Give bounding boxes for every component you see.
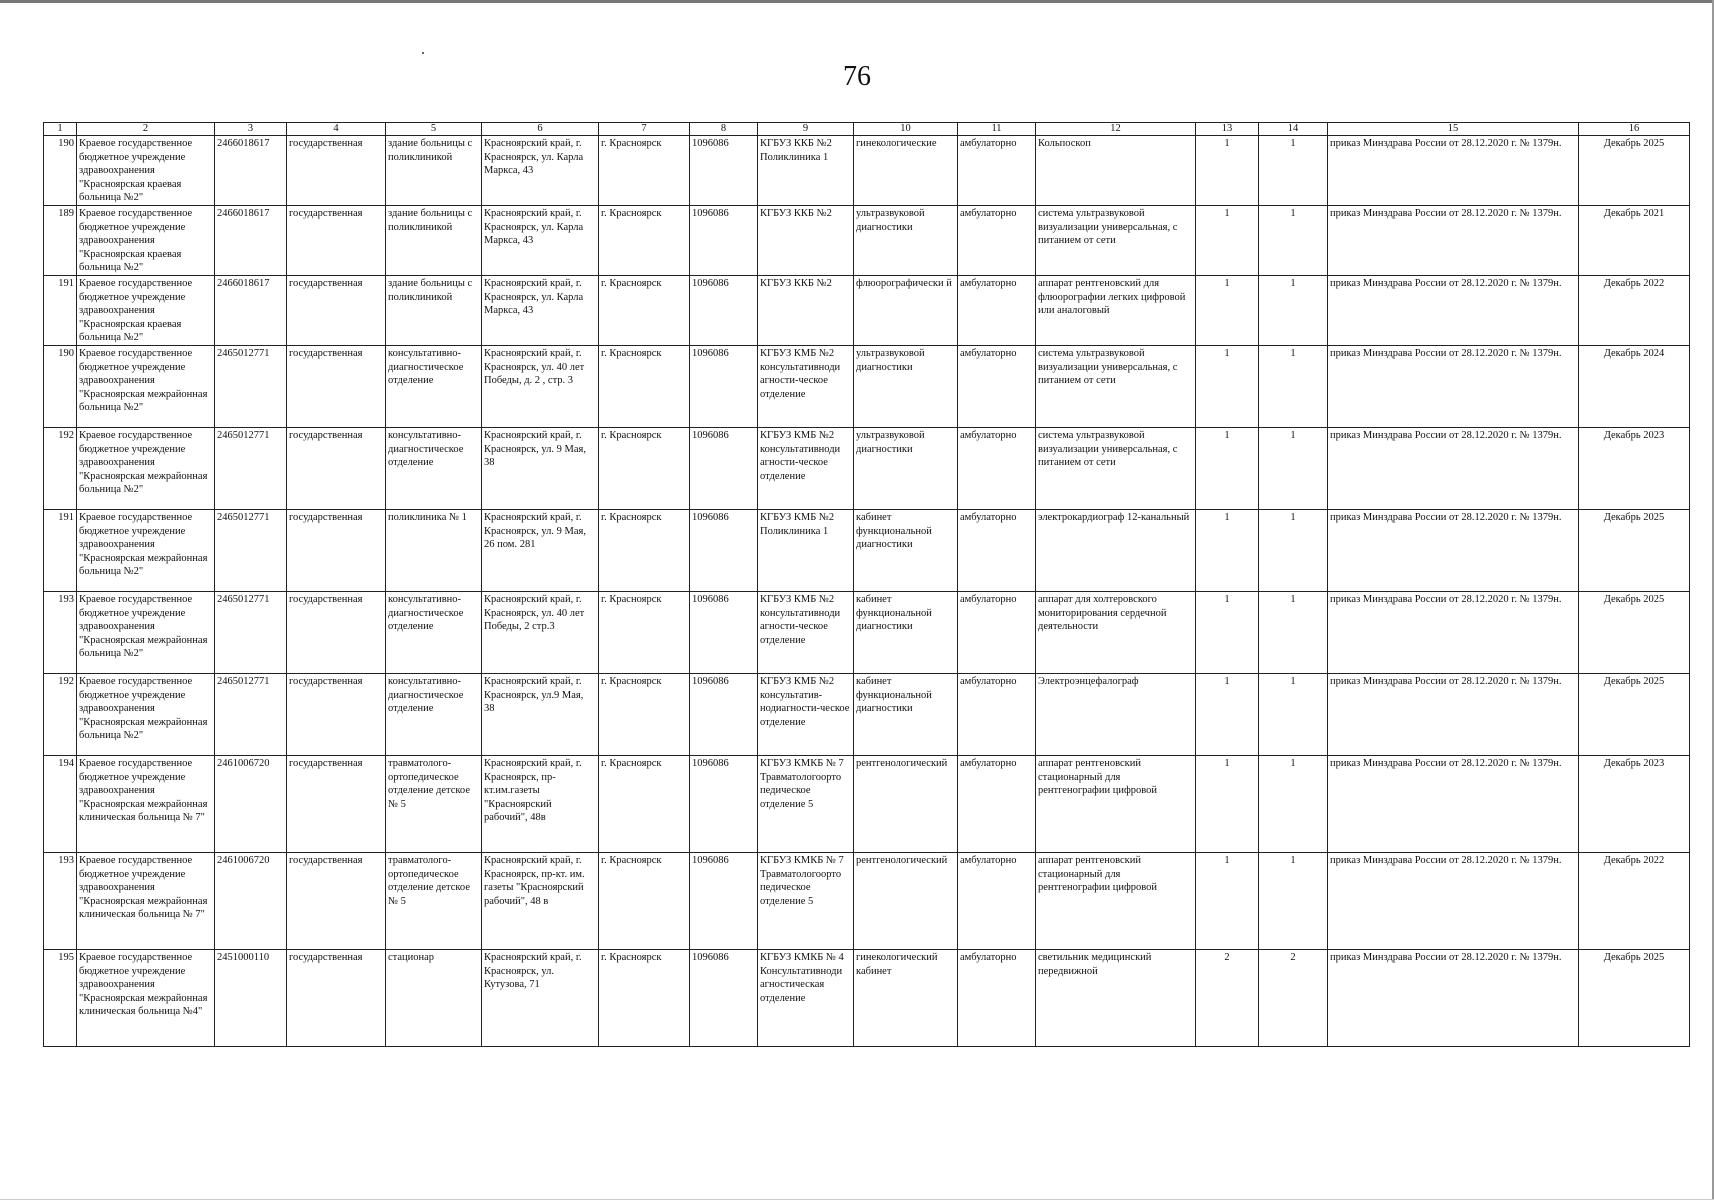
care-condition-cell: амбулаторно xyxy=(958,345,1036,427)
ownership-form-cell: государственная xyxy=(287,427,386,509)
ownership-form-cell: государственная xyxy=(287,136,386,206)
oktmo-code-cell: 1096086 xyxy=(690,205,758,275)
organization-name-cell: Краевое государственное бюджетное учреждение здравоохранения "Красноярская межрайонная больница №2" xyxy=(77,591,215,673)
organization-name-cell: Краевое государственное бюджетное учреждение здравоохранения "Красноярская краевая больница №2" xyxy=(77,136,215,206)
building-type-cell: консультативно-диагностическое отделение xyxy=(386,427,482,509)
building-type-cell: консультативно-диагностическое отделение xyxy=(386,673,482,755)
regulatory-order-cell: приказ Минздрава России от 28.12.2020 г. № 1379н. xyxy=(1328,755,1579,852)
building-type-cell: стационар xyxy=(386,949,482,1046)
care-condition-cell: амбулаторно xyxy=(958,509,1036,591)
care-condition-cell: амбулаторно xyxy=(958,755,1036,852)
equipment-name-cell: аппарат для холтеровского мониторирования сердечной деятельности xyxy=(1036,591,1196,673)
present-quantity-cell: 1 xyxy=(1259,509,1328,591)
inn-cell: 2466018617 xyxy=(215,275,287,345)
care-condition-cell: амбулаторно xyxy=(958,949,1036,1046)
address-cell: Красноярский край, г. Красноярск, ул.9 Мая, 38 xyxy=(482,673,599,755)
ownership-form-cell: государственная xyxy=(287,205,386,275)
required-quantity-cell: 1 xyxy=(1196,275,1259,345)
table-row xyxy=(44,205,1690,275)
replacement-date-cell: Декабрь 2025 xyxy=(1579,136,1690,206)
present-quantity-cell: 1 xyxy=(1259,755,1328,852)
inn-cell: 2465012771 xyxy=(215,345,287,427)
table-body xyxy=(44,123,1690,1047)
address-cell: Красноярский край, г. Красноярск, ул. Карла Маркса, 43 xyxy=(482,205,599,275)
city-cell: г. Красноярск xyxy=(599,509,690,591)
oktmo-code-cell: 1096086 xyxy=(690,852,758,949)
inn-cell: 2465012771 xyxy=(215,427,287,509)
building-type-cell: здание больницы с поликлиникой xyxy=(386,275,482,345)
regulatory-order-cell: приказ Минздрава России от 28.12.2020 г. № 1379н. xyxy=(1328,591,1579,673)
address-cell: Красноярский край, г. Красноярск, ул. 9 Мая, 26 пом. 281 xyxy=(482,509,599,591)
care-condition-cell: амбулаторно xyxy=(958,591,1036,673)
row-number-cell: 190 xyxy=(44,136,77,206)
department-cell: КГБУЗ КМКБ № 7 Травматологоорто педическое отделение 5 xyxy=(758,852,854,949)
address-cell: Красноярский край, г. Красноярск, пр-кт.им.газеты "Красноярский рабочий", 48в xyxy=(482,755,599,852)
present-quantity-cell: 1 xyxy=(1259,673,1328,755)
building-type-cell: травматолого-ортопедическое отделение детское № 5 xyxy=(386,852,482,949)
city-cell: г. Красноярск xyxy=(599,427,690,509)
ownership-form-cell: государственная xyxy=(287,345,386,427)
column-number-header: 14 xyxy=(1259,123,1328,136)
replacement-date-cell: Декабрь 2022 xyxy=(1579,852,1690,949)
table-row xyxy=(44,755,1690,852)
required-quantity-cell: 1 xyxy=(1196,755,1259,852)
inn-cell: 2466018617 xyxy=(215,136,287,206)
care-condition-cell: амбулаторно xyxy=(958,275,1036,345)
cabinet-profile-cell: флюорографически й xyxy=(854,275,958,345)
department-cell: КГБУЗ КМКБ № 7 Травматологоорто педическое отделение 5 xyxy=(758,755,854,852)
column-number-header: 8 xyxy=(690,123,758,136)
address-cell: Красноярский край, г. Красноярск, ул. Карла Маркса, 43 xyxy=(482,275,599,345)
column-number-header: 11 xyxy=(958,123,1036,136)
department-cell: КГБУЗ КМБ №2 консультативноди агности-ческое отделение xyxy=(758,427,854,509)
column-number-header: 2 xyxy=(77,123,215,136)
oktmo-code-cell: 1096086 xyxy=(690,591,758,673)
present-quantity-cell: 1 xyxy=(1259,136,1328,206)
oktmo-code-cell: 1096086 xyxy=(690,673,758,755)
replacement-date-cell: Декабрь 2023 xyxy=(1579,755,1690,852)
row-number-cell: 191 xyxy=(44,509,77,591)
city-cell: г. Красноярск xyxy=(599,205,690,275)
inn-cell: 2451000110 xyxy=(215,949,287,1046)
required-quantity-cell: 1 xyxy=(1196,136,1259,206)
building-type-cell: травматолого-ортопедическое отделение детское № 5 xyxy=(386,755,482,852)
building-type-cell: здание больницы с поликлиникой xyxy=(386,205,482,275)
required-quantity-cell: 2 xyxy=(1196,949,1259,1046)
table-row xyxy=(44,427,1690,509)
building-type-cell: консультативно-диагностическое отделение xyxy=(386,345,482,427)
table-row xyxy=(44,673,1690,755)
table-row xyxy=(44,509,1690,591)
organization-name-cell: Краевое государственное бюджетное учреждение здравоохранения "Красноярская межрайонная клиническая больница № 7" xyxy=(77,755,215,852)
oktmo-code-cell: 1096086 xyxy=(690,345,758,427)
department-cell: КГБУЗ ККБ №2 xyxy=(758,275,854,345)
replacement-date-cell: Декабрь 2025 xyxy=(1579,591,1690,673)
cabinet-profile-cell: рентгенологический xyxy=(854,852,958,949)
equipment-name-cell: Электроэнцефалограф xyxy=(1036,673,1196,755)
required-quantity-cell: 1 xyxy=(1196,205,1259,275)
address-cell: Красноярский край, г. Красноярск, ул. 40 лет Победы, 2 стр.3 xyxy=(482,591,599,673)
care-condition-cell: амбулаторно xyxy=(958,136,1036,206)
organization-name-cell: Краевое государственное бюджетное учреждение здравоохранения "Красноярская краевая больница №2" xyxy=(77,205,215,275)
care-condition-cell: амбулаторно xyxy=(958,673,1036,755)
organization-name-cell: Краевое государственное бюджетное учреждение здравоохранения "Красноярская межрайонная больница №2" xyxy=(77,509,215,591)
present-quantity-cell: 2 xyxy=(1259,949,1328,1046)
table-row xyxy=(44,345,1690,427)
cabinet-profile-cell: гинекологические xyxy=(854,136,958,206)
regulatory-order-cell: приказ Минздрава России от 28.12.2020 г. № 1379н. xyxy=(1328,509,1579,591)
present-quantity-cell: 1 xyxy=(1259,345,1328,427)
inn-cell: 2465012771 xyxy=(215,591,287,673)
inn-cell: 2466018617 xyxy=(215,205,287,275)
present-quantity-cell: 1 xyxy=(1259,275,1328,345)
oktmo-code-cell: 1096086 xyxy=(690,275,758,345)
equipment-name-cell: система ультразвуковой визуализации универсальная, с питанием от сети xyxy=(1036,427,1196,509)
replacement-date-cell: Декабрь 2021 xyxy=(1579,205,1690,275)
care-condition-cell: амбулаторно xyxy=(958,427,1036,509)
cabinet-profile-cell: гинекологический кабинет xyxy=(854,949,958,1046)
cabinet-profile-cell: кабинет функциональной диагностики xyxy=(854,509,958,591)
city-cell: г. Красноярск xyxy=(599,949,690,1046)
city-cell: г. Красноярск xyxy=(599,345,690,427)
equipment-name-cell: система ультразвуковой визуализации универсальная, с питанием от сети xyxy=(1036,345,1196,427)
regulatory-order-cell: приказ Минздрава России от 28.12.2020 г. № 1379н. xyxy=(1328,949,1579,1046)
page-number: 76 xyxy=(843,61,871,92)
department-cell: КГБУЗ ККБ №2 xyxy=(758,205,854,275)
cabinet-profile-cell: кабинет функциональной диагностики xyxy=(854,591,958,673)
row-number-cell: 191 xyxy=(44,275,77,345)
table-row xyxy=(44,275,1690,345)
regulatory-order-cell: приказ Минздрава России от 28.12.2020 г. № 1379н. xyxy=(1328,205,1579,275)
regulatory-order-cell: приказ Минздрава России от 28.12.2020 г. № 1379н. xyxy=(1328,275,1579,345)
required-quantity-cell: 1 xyxy=(1196,427,1259,509)
city-cell: г. Красноярск xyxy=(599,755,690,852)
column-number-header-row xyxy=(44,123,1690,136)
regulatory-order-cell: приказ Минздрава России от 28.12.2020 г. № 1379н. xyxy=(1328,136,1579,206)
column-number-header: 10 xyxy=(854,123,958,136)
row-number-cell: 193 xyxy=(44,591,77,673)
present-quantity-cell: 1 xyxy=(1259,852,1328,949)
page-top-edge xyxy=(0,0,1714,3)
replacement-date-cell: Декабрь 2025 xyxy=(1579,673,1690,755)
table-row xyxy=(44,591,1690,673)
department-cell: КГБУЗ ККБ №2 Поликлиника 1 xyxy=(758,136,854,206)
city-cell: г. Красноярск xyxy=(599,852,690,949)
table-row xyxy=(44,852,1690,949)
city-cell: г. Красноярск xyxy=(599,136,690,206)
table-row xyxy=(44,136,1690,206)
care-condition-cell: амбулаторно xyxy=(958,852,1036,949)
column-number-header: 12 xyxy=(1036,123,1196,136)
cabinet-profile-cell: ультразвуковой диагностики xyxy=(854,205,958,275)
organization-name-cell: Краевое государственное бюджетное учреждение здравоохранения "Красноярская межрайонная клиническая больница №4" xyxy=(77,949,215,1046)
ownership-form-cell: государственная xyxy=(287,275,386,345)
oktmo-code-cell: 1096086 xyxy=(690,136,758,206)
column-number-header: 15 xyxy=(1328,123,1579,136)
present-quantity-cell: 1 xyxy=(1259,205,1328,275)
required-quantity-cell: 1 xyxy=(1196,852,1259,949)
column-number-header: 7 xyxy=(599,123,690,136)
department-cell: КГБУЗ КМБ №2 консультативноди агности-ческое отделение xyxy=(758,591,854,673)
organization-name-cell: Краевое государственное бюджетное учреждение здравоохранения "Красноярская межрайонная клиническая больница № 7" xyxy=(77,852,215,949)
ownership-form-cell: государственная xyxy=(287,673,386,755)
cabinet-profile-cell: ультразвуковой диагностики xyxy=(854,427,958,509)
ownership-form-cell: государственная xyxy=(287,509,386,591)
ownership-form-cell: государственная xyxy=(287,755,386,852)
address-cell: Красноярский край, г. Красноярск, ул. 40 лет Победы, д. 2 , стр. 3 xyxy=(482,345,599,427)
organization-name-cell: Краевое государственное бюджетное учреждение здравоохранения "Красноярская краевая больница №2" xyxy=(77,275,215,345)
regulatory-order-cell: приказ Минздрава России от 28.12.2020 г. № 1379н. xyxy=(1328,345,1579,427)
replacement-date-cell: Декабрь 2023 xyxy=(1579,427,1690,509)
equipment-register-table xyxy=(43,122,1690,1047)
ownership-form-cell: государственная xyxy=(287,852,386,949)
organization-name-cell: Краевое государственное бюджетное учреждение здравоохранения "Красноярская межрайонная больница №2" xyxy=(77,427,215,509)
address-cell: Красноярский край, г. Красноярск, ул. Карла Маркса, 43 xyxy=(482,136,599,206)
building-type-cell: поликлиника № 1 xyxy=(386,509,482,591)
column-number-header: 4 xyxy=(287,123,386,136)
inn-cell: 2461006720 xyxy=(215,852,287,949)
inn-cell: 2461006720 xyxy=(215,755,287,852)
cabinet-profile-cell: рентгенологический xyxy=(854,755,958,852)
city-cell: г. Красноярск xyxy=(599,591,690,673)
regulatory-order-cell: приказ Минздрава России от 28.12.2020 г. № 1379н. xyxy=(1328,427,1579,509)
cabinet-profile-cell: ультразвуковой диагностики xyxy=(854,345,958,427)
oktmo-code-cell: 1096086 xyxy=(690,509,758,591)
column-number-header: 9 xyxy=(758,123,854,136)
building-type-cell: здание больницы с поликлиникой xyxy=(386,136,482,206)
row-number-cell: 190 xyxy=(44,345,77,427)
cabinet-profile-cell: кабинет функциональной диагностики xyxy=(854,673,958,755)
equipment-name-cell: аппарат рентгеновский стационарный для рентгенографии цифровой xyxy=(1036,755,1196,852)
replacement-date-cell: Декабрь 2022 xyxy=(1579,275,1690,345)
row-number-cell: 189 xyxy=(44,205,77,275)
required-quantity-cell: 1 xyxy=(1196,509,1259,591)
equipment-name-cell: светильник медицинский передвижной xyxy=(1036,949,1196,1046)
row-number-cell: 194 xyxy=(44,755,77,852)
present-quantity-cell: 1 xyxy=(1259,427,1328,509)
oktmo-code-cell: 1096086 xyxy=(690,755,758,852)
required-quantity-cell: 1 xyxy=(1196,673,1259,755)
organization-name-cell: Краевое государственное бюджетное учреждение здравоохранения "Красноярская межрайонная больница №2" xyxy=(77,673,215,755)
column-number-header: 5 xyxy=(386,123,482,136)
equipment-name-cell: Кольпоскоп xyxy=(1036,136,1196,206)
department-cell: КГБУЗ КМБ №2 консультативноди агности-ческое отделение xyxy=(758,345,854,427)
address-cell: Красноярский край, г. Красноярск, пр-кт. им. газеты "Красноярский рабочий", 48 в xyxy=(482,852,599,949)
column-number-header: 1 xyxy=(44,123,77,136)
inn-cell: 2465012771 xyxy=(215,509,287,591)
column-number-header: 3 xyxy=(215,123,287,136)
department-cell: КГБУЗ КМКБ № 4 Консультативноди агностическая отделение xyxy=(758,949,854,1046)
equipment-name-cell: электрокардиограф 12-канальный xyxy=(1036,509,1196,591)
scan-speck xyxy=(422,52,424,54)
replacement-date-cell: Декабрь 2025 xyxy=(1579,949,1690,1046)
row-number-cell: 192 xyxy=(44,673,77,755)
department-cell: КГБУЗ КМБ №2 консультатив-нодиагности-ческое отделение xyxy=(758,673,854,755)
row-number-cell: 195 xyxy=(44,949,77,1046)
replacement-date-cell: Декабрь 2024 xyxy=(1579,345,1690,427)
city-cell: г. Красноярск xyxy=(599,673,690,755)
oktmo-code-cell: 1096086 xyxy=(690,949,758,1046)
oktmo-code-cell: 1096086 xyxy=(690,427,758,509)
row-number-cell: 192 xyxy=(44,427,77,509)
building-type-cell: консультативно-диагностическое отделение xyxy=(386,591,482,673)
inn-cell: 2465012771 xyxy=(215,673,287,755)
equipment-name-cell: система ультразвуковой визуализации универсальная, с питанием от сети xyxy=(1036,205,1196,275)
required-quantity-cell: 1 xyxy=(1196,345,1259,427)
required-quantity-cell: 1 xyxy=(1196,591,1259,673)
table-row xyxy=(44,949,1690,1046)
organization-name-cell: Краевое государственное бюджетное учреждение здравоохранения "Красноярская межрайонная больница №2" xyxy=(77,345,215,427)
present-quantity-cell: 1 xyxy=(1259,591,1328,673)
equipment-name-cell: аппарат рентгеновский для флюорографии легких цифровой или аналоговый xyxy=(1036,275,1196,345)
ownership-form-cell: государственная xyxy=(287,949,386,1046)
column-number-header: 13 xyxy=(1196,123,1259,136)
regulatory-order-cell: приказ Минздрава России от 28.12.2020 г. № 1379н. xyxy=(1328,852,1579,949)
ownership-form-cell: государственная xyxy=(287,591,386,673)
address-cell: Красноярский край, г. Красноярск, ул. Кутузова, 71 xyxy=(482,949,599,1046)
regulatory-order-cell: приказ Минздрава России от 28.12.2020 г. № 1379н. xyxy=(1328,673,1579,755)
row-number-cell: 193 xyxy=(44,852,77,949)
column-number-header: 16 xyxy=(1579,123,1690,136)
replacement-date-cell: Декабрь 2025 xyxy=(1579,509,1690,591)
department-cell: КГБУЗ КМБ №2 Поликлиника 1 xyxy=(758,509,854,591)
care-condition-cell: амбулаторно xyxy=(958,205,1036,275)
city-cell: г. Красноярск xyxy=(599,275,690,345)
equipment-name-cell: аппарат рентгеновский стационарный для рентгенографии цифровой xyxy=(1036,852,1196,949)
column-number-header: 6 xyxy=(482,123,599,136)
address-cell: Красноярский край, г. Красноярск, ул. 9 Мая, 38 xyxy=(482,427,599,509)
